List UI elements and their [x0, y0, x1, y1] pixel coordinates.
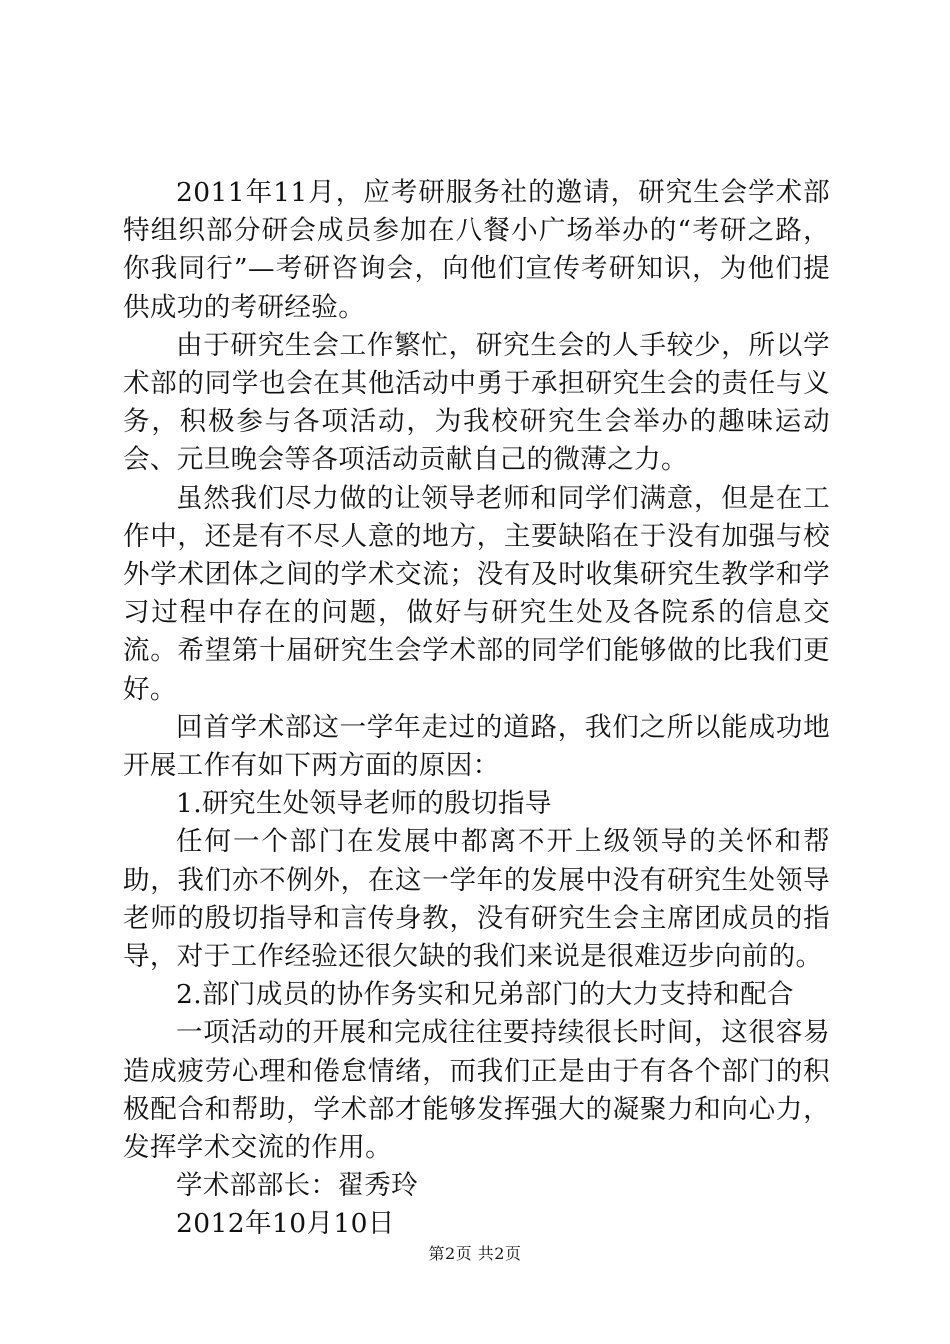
date-line: 2012年10月10日 [176, 1208, 395, 1240]
page-number-footer: 第2页 共2页 [428, 1244, 522, 1263]
paragraph-review: 回首学术部这一学年走过的道路，我们之所以能成功地开展工作有如下两方面的原因： [123, 711, 830, 782]
section-heading-guidance: 1.研究生处领导老师的殷切指导 [176, 788, 552, 820]
document-body [123, 174, 830, 1244]
section-heading-cooperation: 2.部门成员的协作务实和兄弟部门的大力支持和配合 [176, 979, 794, 1011]
paragraph-consultation-event: 2011年11月，应考研服务社的邀请，研究生会学术部特组织部分研会成员参加在八餐小广场举办的“考研之路，你我同行”—考研咨询会，向他们宣传考研知识，为他们提供成功的考研经验。 [123, 177, 830, 323]
paragraph-guidance: 任何一个部门在发展中都离不开上级领导的关怀和帮助，我们亦不例外，在这一学年的发展中没有研究生处领导老师的殷切指导和言传身教，没有研究生会主席团成员的指导，对于工作经验还很欠缺的我们来说是很难迈步向前的。 [123, 826, 830, 973]
paragraph-cooperation: 一项活动的开展和完成往往要持续很长时间，这很容易造成疲劳心理和倦怠情绪，而我们正是由于有各个部门的积极配合和帮助，学术部才能够发挥强大的凝聚力和向心力，发挥学术交流的作用。 [123, 1017, 830, 1164]
paragraph-participation: 由于研究生会工作繁忙，研究生会的人手较少，所以学术部的同学也会在其他活动中勇于承担研究生会的责任与义务，积极参与各项活动，为我校研究生会举办的趣味运动会、元旦晚会等各项活动贡献自己的微薄之力。 [123, 329, 830, 476]
signature-line: 学术部部长：翟秀玲 [176, 1170, 419, 1202]
paragraph-shortcomings: 虽然我们尽力做的让领导老师和同学们满意，但是在工作中，还是有不尽人意的地方，主要缺陷在于没有加强与校外学术团体之间的学术交流；没有及时收集研究生教学和学习过程中存在的问题，做好与研究生处及各院系的信息交流。希望第十届研究生会学术部的同学们能够做的比我们更好。 [123, 482, 830, 705]
